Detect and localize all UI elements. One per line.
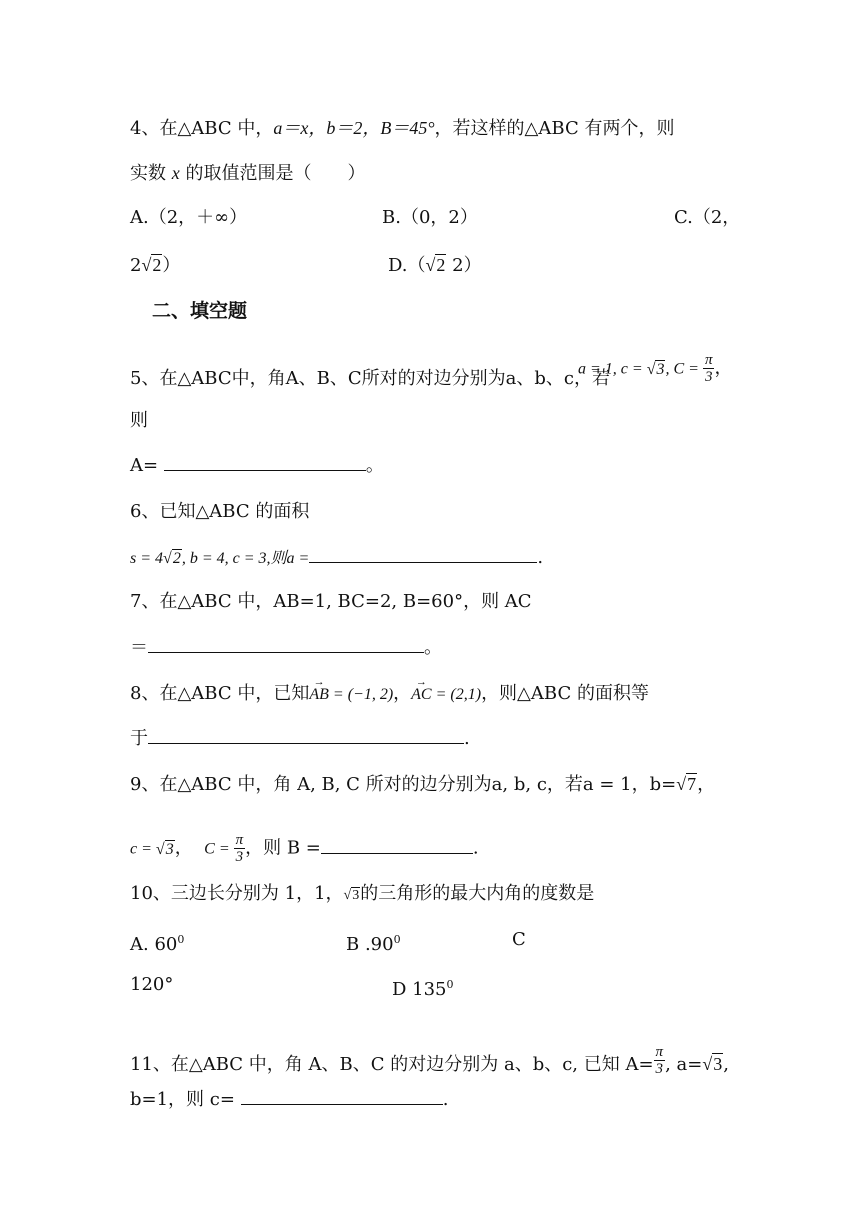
section-title: 二、填空题	[152, 300, 248, 322]
q6-cond-radicand: 2	[172, 550, 181, 567]
sqrt-symbol: √3	[646, 360, 665, 378]
q4-option-d-close: ）	[463, 255, 482, 276]
sqrt-symbol: √3	[702, 1054, 723, 1074]
q6-text: 6、已知△ABC 的面积	[130, 501, 310, 522]
q5-comma: ，	[714, 357, 733, 379]
q9-answer-blank[interactable]	[321, 837, 473, 854]
q5-frac-den: 3	[704, 369, 713, 385]
q4-condition: a＝x，b＝2，B＝45°	[273, 118, 435, 138]
q4-option-c-close: ）	[162, 255, 181, 276]
q10-text-b: 的三角形的最大内角的度数是	[360, 883, 595, 904]
q5-answer-line	[130, 454, 384, 478]
q9-frac-num: π	[235, 832, 244, 848]
q11-radicand: 3	[713, 1054, 723, 1074]
q10-option-a	[130, 928, 184, 957]
q4-option-a: A.（2，＋∞）	[130, 207, 248, 228]
q8-value-ab: = (−1, 2)	[328, 686, 394, 703]
q10-option-b	[346, 928, 401, 957]
q4-variable: x	[171, 163, 180, 183]
q10-option-d	[392, 973, 454, 1002]
q5-cond-a: a = 1, c =	[578, 360, 647, 378]
q10-line1	[130, 882, 594, 908]
q10-text-a: 10、三边长分别为 1，1，	[130, 883, 344, 904]
q11-a-eq: , a=	[665, 1054, 703, 1075]
q7-end: 。	[424, 637, 442, 658]
q11-frac-num: π	[655, 1044, 664, 1060]
q9-comma: ，	[697, 774, 716, 795]
q5-end: 。	[365, 455, 384, 476]
q8-answer-label: 于	[130, 728, 148, 749]
q4-option-d-radicand: 2	[436, 255, 446, 275]
q5-cond-c: , C =	[665, 360, 703, 378]
q10-option-b-degree: 0	[393, 933, 401, 946]
q4-prefix: 4、在△ABC 中，	[130, 118, 274, 139]
sqrt-symbol: √2	[141, 255, 162, 275]
q4-option-d-label: D.（	[388, 255, 426, 276]
q5-text: 5、在△ABC中，角A、B、C所对的对边分别为a、b、c，若	[130, 368, 610, 389]
q4-option-b: B.（0，2）	[382, 207, 478, 228]
q5-answer-label: A=	[130, 455, 159, 476]
q10-option-a-text: A. 60	[130, 934, 178, 955]
q4-line2-prefix: 实数	[130, 163, 172, 184]
q6-cond-b: , b = 4, c = 3,则a =	[181, 550, 310, 567]
q9-pi-over-3	[234, 832, 246, 865]
q4-option-c-coef: 2	[130, 255, 142, 276]
q10-option-c: C	[512, 929, 526, 950]
q9-end: .	[472, 837, 479, 859]
q8-text-a: 8、在△ABC 中，已知	[130, 683, 310, 704]
q9-c-label: c =	[130, 840, 156, 858]
q4-option-c-cont	[130, 253, 180, 278]
q5-condition	[578, 352, 732, 385]
q7-answer-label: ＝	[130, 637, 148, 658]
q4-line1	[130, 116, 674, 141]
sqrt-symbol: √2	[425, 255, 446, 275]
q4-line2-rest: 的取值范围是（ ）	[179, 163, 366, 184]
q9-C-label: C =	[204, 840, 234, 858]
q10-option-d-text: D 135	[392, 979, 447, 1000]
q5-then: 则	[130, 410, 148, 431]
q11-frac-den: 3	[655, 1061, 664, 1077]
q9-radicand-3: 3	[165, 840, 174, 858]
q11-line2-text: b=1，则 c=	[130, 1089, 235, 1110]
q8-end: .	[464, 728, 470, 749]
q6-answer-blank[interactable]	[309, 546, 537, 563]
q6-condition	[130, 546, 543, 571]
q7-text: 7、在△ABC 中，AB=1, BC=2, B=60°，则 AC	[130, 591, 532, 612]
q6-end: .	[537, 547, 544, 568]
q8-answer-blank[interactable]	[148, 727, 464, 744]
q10-option-a-degree: 0	[177, 933, 185, 946]
q9-text-a: 9、在△ABC 中，角 A, B, C 所对的边分别为a, b, c，若a = 1，b=	[130, 774, 677, 795]
q9-then: ，则 B =	[245, 837, 321, 859]
q11-text-a: 11、在△ABC 中，角 A、B、C 的对边分别为 a、b、c, 已知 A=	[130, 1054, 654, 1075]
q11-answer-blank[interactable]	[241, 1088, 443, 1105]
q8-answer-line	[130, 727, 470, 751]
q4-option-d	[388, 253, 482, 278]
q9-c-comma: ，	[174, 837, 193, 859]
q9-line2	[130, 832, 479, 865]
q5-answer-blank[interactable]	[164, 454, 366, 471]
q10-option-b-text: B .90	[346, 934, 394, 955]
q8-value-ac: = (2,1)	[431, 686, 482, 703]
q8-vector-ab: → AB	[309, 683, 329, 707]
q4-option-c: C.（2，	[674, 207, 741, 228]
q10-radicand: 3	[352, 888, 360, 903]
sqrt-symbol: √3	[343, 888, 360, 903]
q9-radicand-7: 7	[687, 774, 697, 794]
q11-pi-over-3	[654, 1044, 666, 1077]
q8-text-b: ，则△ABC 的面积等	[481, 683, 649, 704]
q10-option-c-value: 120°	[130, 974, 174, 995]
q4-option-d-mid: 2	[446, 255, 464, 276]
q5-cond-radicand: 3	[656, 360, 665, 378]
q9-line1	[130, 772, 715, 797]
q11-comma: ,	[723, 1054, 729, 1075]
q5-pi-over-3	[703, 352, 715, 385]
q11-end: .	[442, 1089, 449, 1110]
q9-frac-den: 3	[235, 849, 244, 865]
sqrt-symbol: √3	[155, 840, 174, 858]
q7-answer-blank[interactable]	[148, 636, 424, 653]
q5-line1	[130, 367, 610, 391]
q11-line1	[130, 1044, 729, 1077]
q8-vector-ac: → AC	[411, 683, 431, 707]
q4-line1-rest: ，若这样的△ABC 有两个，则	[434, 118, 675, 139]
q10-option-d-degree: 0	[446, 978, 454, 991]
sqrt-symbol: √7	[676, 774, 697, 794]
q4-option-c-radicand: 2	[152, 255, 162, 275]
q5-frac-num: π	[704, 352, 713, 368]
q4-line2	[130, 161, 365, 186]
sqrt-symbol: √2	[163, 550, 181, 567]
q11-line2	[130, 1088, 448, 1112]
q7-answer-line	[130, 636, 442, 660]
q6-cond-a: s = 4	[130, 550, 164, 567]
q8-line1	[130, 682, 649, 707]
q8-separator: ，	[393, 683, 412, 704]
